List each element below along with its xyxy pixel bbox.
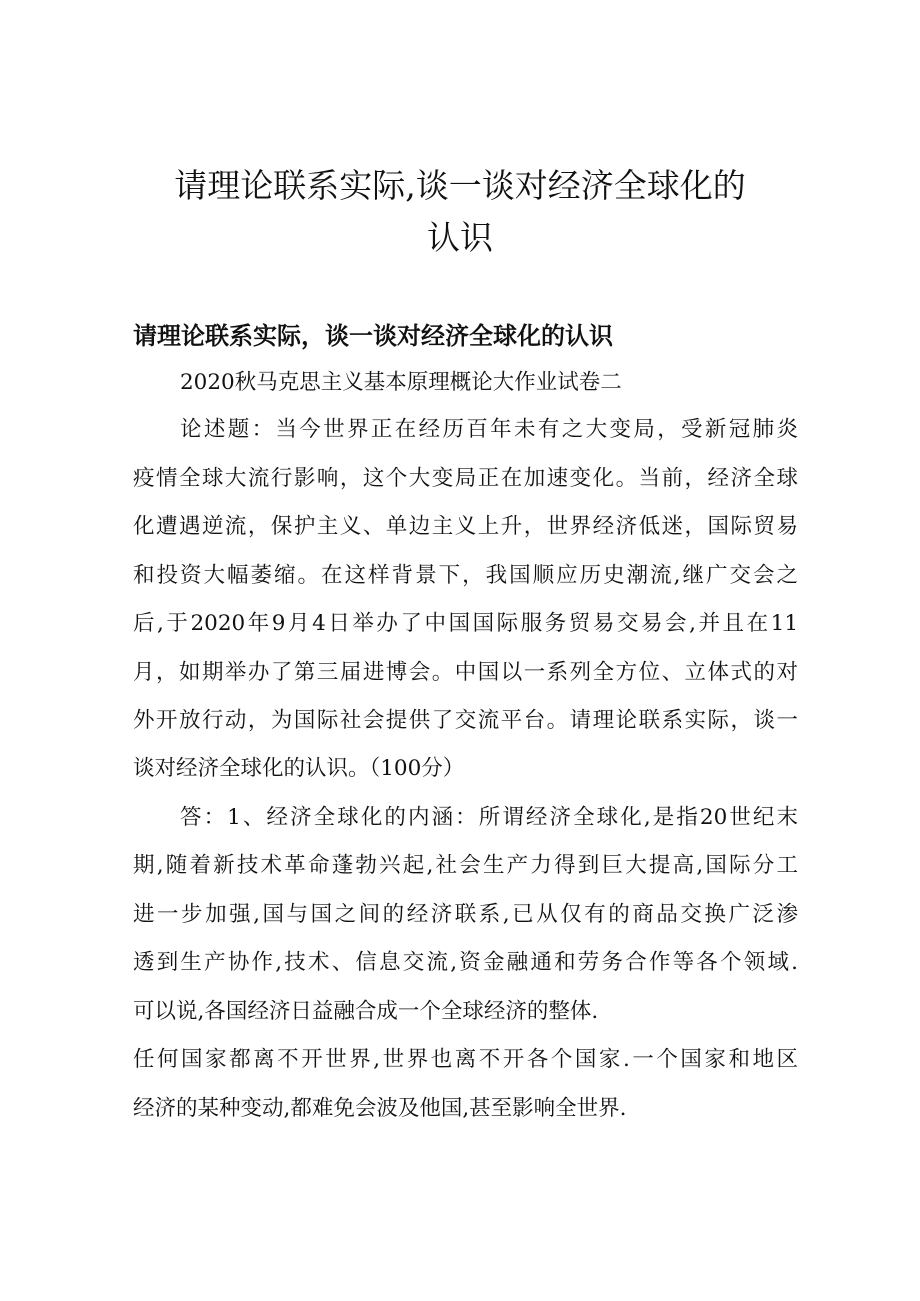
question-line-5: 后,于2020年9月4日举办了中国国际服务贸易交易会,并且在11 bbox=[133, 611, 798, 636]
title-line-1: 请理论联系实际,谈一谈对经济全球化的 bbox=[174, 166, 746, 205]
answer-line-2: 期,随着新技术革命蓬勃兴起,社会生产力得到巨大提高,国际分工 bbox=[133, 853, 798, 878]
question-line-8: 谈对经济全球化的认识。（100分） bbox=[133, 756, 465, 781]
answer-line-5: 可以说,各国经济日益融合成一个全球经济的整体. bbox=[133, 999, 599, 1024]
question-line-7: 外开放行动，为国际社会提供了交流平台。请理论联系实际，谈一 bbox=[133, 708, 798, 733]
answer-line-3: 进一步加强,国与国之间的经济联系,已从仅有的商品交换广泛渗 bbox=[133, 902, 798, 927]
question-line-2: 疫情全球大流行影响，这个大变局正在加速变化。当前，经济全球 bbox=[133, 466, 798, 491]
question-line-1: 论述题：当今世界正在经历百年未有之大变局，受新冠肺炎 bbox=[180, 417, 798, 442]
section-heading: 请理论联系实际，谈一谈对经济全球化的认识 bbox=[133, 322, 613, 350]
question-line-3: 化遭遇逆流，保护主义、单边主义上升，世界经济低迷，国际贸易 bbox=[133, 514, 798, 539]
title-line-2: 认识 bbox=[427, 218, 493, 257]
answer-line-4: 透到生产协作,技术、信息交流,资金融通和劳务合作等各个领域. bbox=[133, 950, 798, 975]
answer-line-1: 答：1、经济全球化的内涵：所谓经济全球化,是指20世纪末 bbox=[180, 805, 798, 830]
question-line-6: 月，如期举办了第三届进博会。中国以一系列全方位、立体式的对 bbox=[133, 660, 798, 685]
document-title bbox=[120, 160, 800, 264]
answer-line-7: 经济的某种变动,都难免会波及他国,甚至影响全世界. bbox=[133, 1096, 627, 1121]
answer-line-6: 任何国家都离不开世界,世界也离不开各个国家.一个国家和地区 bbox=[133, 1047, 798, 1072]
question-line-4: 和投资大幅萎缩。在这样背景下，我国顺应历史潮流,继广交会之 bbox=[133, 563, 798, 588]
exam-subtitle: 2020秋马克思主义基本原理概论大作业试卷二 bbox=[180, 370, 622, 395]
